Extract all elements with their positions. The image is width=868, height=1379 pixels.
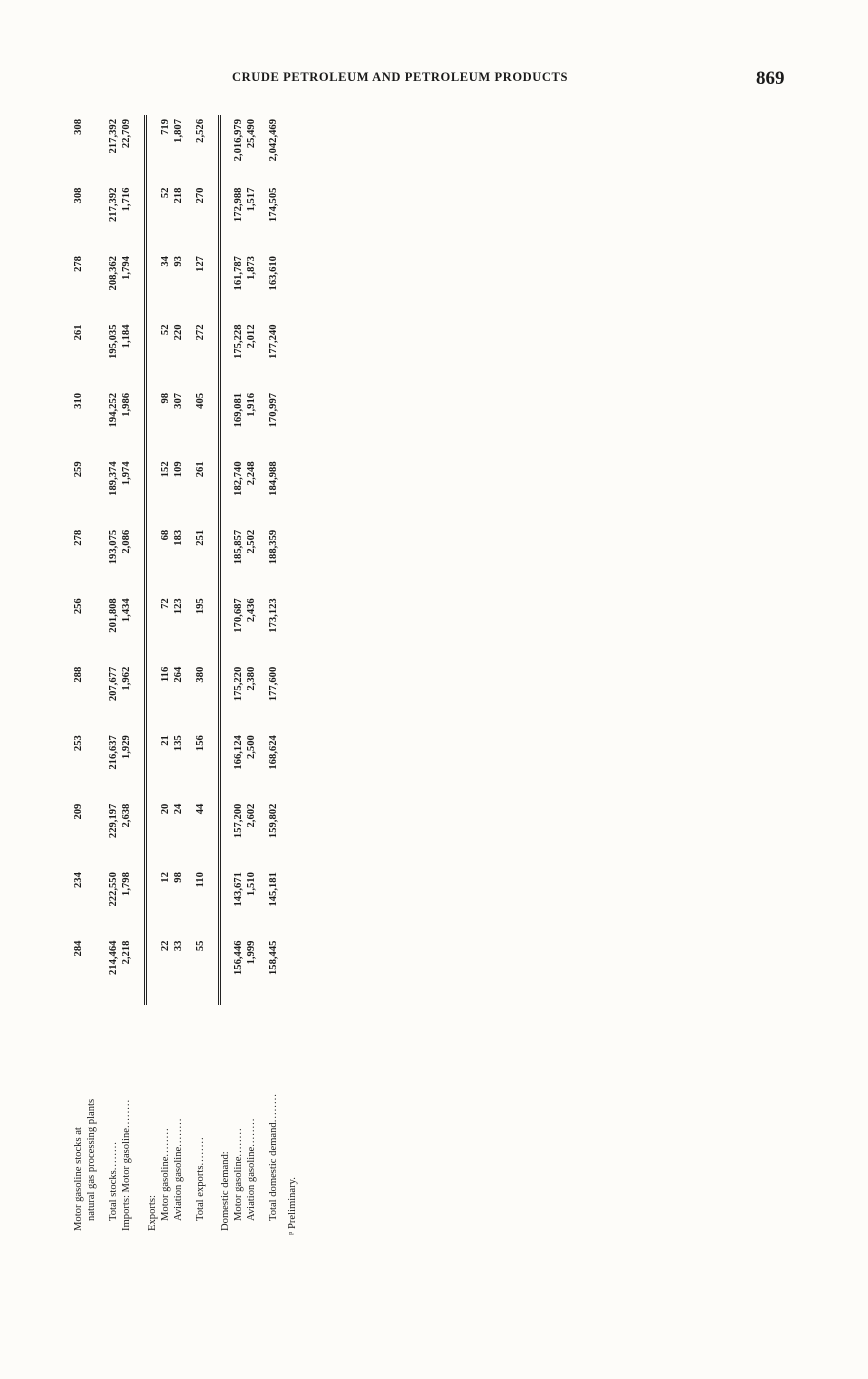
- table-cell: 2,602: [246, 803, 257, 828]
- table-cell: [146, 184, 159, 252]
- table-cell: 284: [73, 940, 84, 957]
- table-row: [245, 115, 258, 1235]
- table-cell: 33: [172, 940, 184, 952]
- table-cell: 184,988: [268, 461, 279, 496]
- table-cell: 158,445: [268, 940, 279, 975]
- table-cell: 24: [172, 803, 184, 815]
- table-cell: 161,787: [233, 256, 244, 291]
- table-cell: 163,610: [268, 256, 279, 291]
- table-cell: [219, 115, 232, 184]
- row-label: Motor gasoline........: [159, 1127, 171, 1221]
- table-cell: 168,624: [268, 735, 279, 770]
- table-row: [146, 115, 159, 1235]
- table-cell: 272: [194, 324, 206, 341]
- table-cell: 195,035: [108, 324, 119, 359]
- table-row: [107, 115, 120, 1235]
- table-cell: 170,997: [268, 392, 279, 428]
- table-cell: 68: [159, 529, 171, 541]
- table-cell: 308: [73, 119, 84, 135]
- table-cell: 98: [159, 392, 171, 404]
- table-cell: 1,794: [121, 256, 132, 280]
- table-cell: 288: [73, 666, 84, 683]
- table-cell: 308: [73, 187, 84, 204]
- table-cell: [219, 868, 232, 936]
- table-cell: 220: [172, 324, 184, 341]
- table-cell: 170,687: [233, 598, 244, 633]
- table-cell: 1,510: [246, 872, 257, 896]
- table-cell: [146, 594, 159, 662]
- table-cell: 194,252: [108, 392, 119, 428]
- table-cell: 193,075: [108, 529, 119, 565]
- table-cell: 127: [194, 256, 206, 272]
- table-cell: 719: [159, 119, 171, 135]
- table-row: [172, 115, 185, 1235]
- table-cell: 22,709: [121, 119, 132, 149]
- table-cell: 2,248: [246, 461, 257, 486]
- table-cell: 208,362: [108, 256, 119, 291]
- table-cell: 2,086: [121, 529, 132, 554]
- table-cell: 1,434: [121, 598, 132, 623]
- table-cell: [146, 389, 159, 457]
- table-cell: 34: [159, 256, 171, 267]
- row-label: Motor gasoline stocks at natural gas processing plants: [73, 1098, 97, 1231]
- table-cell: 216,637: [108, 735, 119, 770]
- table-cell: 52: [159, 324, 171, 336]
- table-cell: 110: [194, 872, 206, 888]
- table-cell: 218: [172, 187, 184, 204]
- table-cell: 72: [159, 598, 171, 609]
- table-cell: 159,802: [268, 803, 279, 839]
- table-cell: [146, 731, 159, 799]
- table-cell: [146, 526, 159, 594]
- table-row: [159, 115, 172, 1235]
- row-label: Aviation gasoline........: [172, 1117, 184, 1221]
- row-label: Exports:: [146, 1195, 158, 1231]
- table-cell: 22: [159, 940, 171, 952]
- table-cell: 116: [159, 666, 171, 683]
- table-cell: 256: [73, 598, 84, 615]
- table-cell: 1,184: [121, 324, 132, 349]
- table-cell: 207,677: [108, 666, 119, 702]
- table-cell: 2,500: [246, 735, 257, 760]
- table-cell: 183: [172, 529, 184, 546]
- table-cell: 55: [194, 940, 206, 952]
- table-cell: [146, 457, 159, 525]
- table-cell: [146, 800, 159, 868]
- table-row: [219, 115, 232, 1235]
- table-cell: 2,012: [246, 324, 257, 349]
- table-cell: 143,671: [233, 872, 244, 907]
- table-cell: 222,550: [108, 872, 119, 907]
- table-cell: 310: [73, 392, 84, 409]
- table-cell: 195: [194, 598, 206, 615]
- table-cell: 1,999: [246, 940, 257, 965]
- table-cell: [146, 252, 159, 320]
- row-label: Imports: Motor gasoline........: [121, 1098, 132, 1231]
- table-cell: 177,600: [268, 666, 279, 702]
- table-row: [72, 115, 98, 1235]
- table-cell: 20: [159, 803, 171, 815]
- table-cell: 229,197: [108, 803, 119, 839]
- table-cell: [219, 731, 232, 799]
- table-cell: 261: [73, 324, 84, 341]
- table-row: [232, 115, 245, 1235]
- table-cell: 157,200: [233, 803, 244, 839]
- table-cell: 25,490: [246, 119, 257, 149]
- table-cell: 177,240: [268, 324, 279, 359]
- table-cell: 2,436: [246, 598, 257, 623]
- table-cell: 405: [194, 392, 206, 409]
- table-cell: 2,502: [246, 529, 257, 554]
- table-cell: 278: [73, 529, 84, 546]
- table-cell: 2,638: [121, 803, 132, 828]
- table-cell: 135: [172, 735, 184, 752]
- table-cell: 1,517: [246, 187, 257, 212]
- table-cell: 2,016,979: [233, 119, 244, 162]
- table-cell: [219, 663, 232, 731]
- table-cell: [219, 594, 232, 662]
- table-cell: 264: [172, 666, 184, 683]
- table-cell: [146, 937, 159, 1005]
- table-cell: 169,081: [233, 392, 244, 428]
- table-cell: 166,124: [233, 735, 244, 770]
- table-cell: 1,929: [121, 735, 132, 760]
- table-cell: 188,359: [268, 529, 279, 565]
- row-label: Total domestic demand........: [268, 1093, 279, 1221]
- row-label: Total exports........: [194, 1136, 206, 1221]
- footnote: ᵖ Preliminary.: [287, 1177, 298, 1235]
- table-row: [120, 115, 133, 1235]
- table-cell: 52: [159, 187, 171, 199]
- table-cell: 251: [194, 529, 206, 546]
- page-header-title: CRUDE PETROLEUM AND PETROLEUM PRODUCTS: [232, 70, 569, 84]
- table-cell: 307: [172, 392, 184, 409]
- row-label: Motor gasoline........: [233, 1127, 244, 1221]
- table-cell: 217,392: [108, 119, 119, 154]
- table-cell: 1,974: [121, 461, 132, 486]
- table-cell: 2,042,469: [268, 119, 279, 162]
- table-cell: 109: [172, 461, 184, 478]
- table-cell: 1,873: [246, 256, 257, 280]
- table-cell: 44: [194, 803, 206, 815]
- table-cell: 259: [73, 461, 84, 478]
- table-cell: [219, 800, 232, 868]
- table-cell: 270: [194, 187, 206, 204]
- table-cell: 2,380: [246, 666, 257, 691]
- table-cell: [146, 320, 159, 388]
- table-cell: [219, 184, 232, 252]
- table-cell: 217,392: [108, 187, 119, 222]
- table-cell: 21: [159, 735, 171, 746]
- table-cell: 174,505: [268, 187, 279, 222]
- table-cell: 185,857: [233, 529, 244, 565]
- table-cell: 1,807: [172, 119, 184, 143]
- table-cell: 380: [194, 666, 206, 683]
- table-cell: [219, 457, 232, 525]
- table-cell: [219, 252, 232, 320]
- table-cell: 152: [159, 461, 171, 478]
- table-cell: 214,464: [108, 940, 119, 975]
- table-cell: 145,181: [268, 872, 279, 907]
- table-cell: 98: [172, 872, 184, 883]
- table-cell: 156: [194, 735, 206, 752]
- row-label: Aviation gasoline........: [246, 1117, 257, 1221]
- table-cell: 209: [73, 803, 84, 820]
- table-row: [194, 115, 207, 1235]
- rotated-table-block: [72, 115, 302, 1235]
- table-cell: [219, 937, 232, 1005]
- row-label: Total stocks........: [108, 1141, 119, 1221]
- table-cell: [146, 663, 159, 731]
- table-cell: [219, 526, 232, 594]
- table-cell: 172,988: [233, 187, 244, 222]
- table-row: [267, 115, 280, 1235]
- data-table: [72, 115, 280, 1235]
- table-cell: 2,218: [121, 940, 132, 965]
- table-cell: 156,446: [233, 940, 244, 975]
- table-cell: 201,808: [108, 598, 119, 633]
- page-number: 869: [756, 68, 785, 89]
- table-cell: 1,962: [121, 666, 132, 691]
- table-cell: 189,374: [108, 461, 119, 496]
- table-cell: [219, 320, 232, 388]
- table-cell: 173,123: [268, 598, 279, 633]
- table-cell: [146, 868, 159, 936]
- table-cell: 12: [159, 872, 171, 883]
- table-cell: 1,986: [121, 392, 132, 417]
- table-cell: 182,740: [233, 461, 244, 496]
- table-cell: 1,798: [121, 872, 132, 896]
- table-cell: 123: [172, 598, 184, 615]
- table-cell: 234: [73, 872, 84, 888]
- table-cell: [219, 389, 232, 457]
- table-cell: 2,526: [194, 119, 206, 143]
- row-label: Domestic demand:: [220, 1151, 231, 1231]
- table-cell: 278: [73, 256, 84, 272]
- table-cell: [146, 115, 159, 184]
- table-cell: 93: [172, 256, 184, 267]
- table-cell: 1,916: [246, 392, 257, 417]
- table-cell: 175,220: [233, 666, 244, 702]
- table-cell: 175,228: [233, 324, 244, 359]
- table-cell: 261: [194, 461, 206, 478]
- table-cell: 1,716: [121, 187, 132, 212]
- table-cell: 253: [73, 735, 84, 752]
